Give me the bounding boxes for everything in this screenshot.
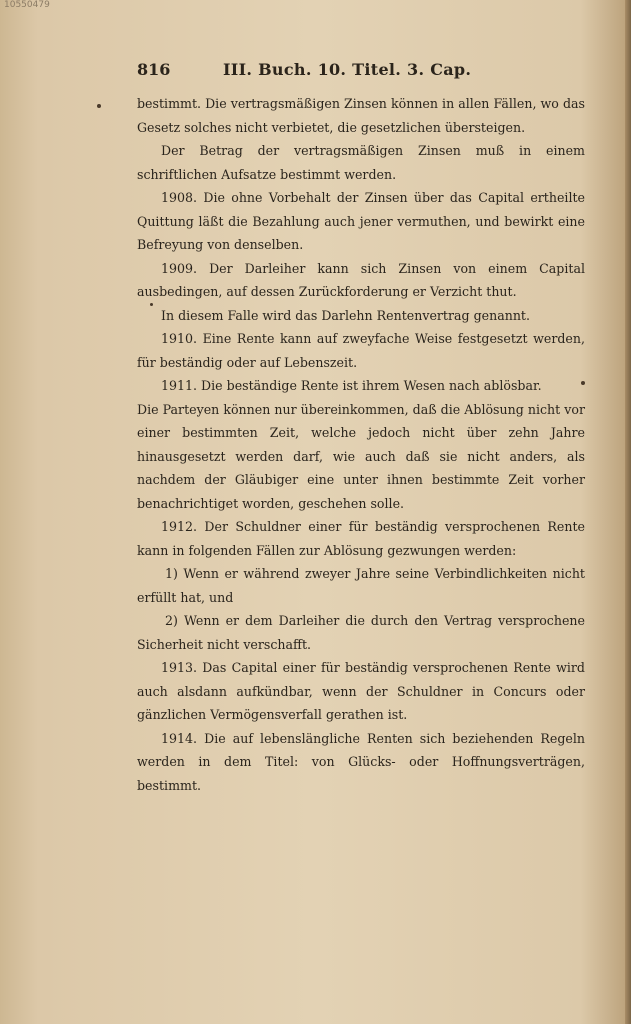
paragraph: Der Betrag der vertragsmäßigen Zinsen muß in einem schriftlichen Aufsatze bestimmt werden. [137,143,585,182]
page-number: 816 [137,60,171,79]
paragraph: 1914. Die auf lebenslängliche Renten sich beziehenden Regeln werden in dem Titel: von Glücks- oder Hoffnungsverträgen, bestimmt. [137,730,585,793]
library-stamp: 10550479 [4,0,50,10]
paragraph: 1) Wenn er während zweyer Jahre seine Verbindlichkeiten nicht erfüllt hat, und [137,566,585,605]
running-title: III. Buch. 10. Titel. 3. Cap. [223,60,472,79]
page-header [137,60,597,86]
paragraph: 1909. Der Darleiher kann sich Zinsen von einem Capital ausbedingen, auf dessen Zurückforderung er Verzicht thut. [137,260,585,299]
ink-spot [97,104,101,108]
ink-spot [150,303,153,306]
paragraph: 1910. Eine Rente kann auf zweyfache Weise festgesetzt werden, für beständig oder auf Lebenszeit. [137,331,585,370]
body-text [137,92,585,797]
paragraph: 1913. Das Capital einer für beständig versprochenen Rente wird auch alsdann aufkündbar, wenn der Schuldner in Concurs oder gänzlichen Vermögensverfall gerathen ist. [137,660,585,722]
page-edge [625,0,631,1024]
paragraph: bestimmt. Die vertragsmäßigen Zinsen können in allen Fällen, wo das Gesetz solches nicht verbietet, die gesetzlichen übersteigen. [137,96,585,135]
paragraph: 1912. Der Schuldner einer für beständig versprochenen Rente kann in folgenden Fällen zur Ablösung gezwungen werden: [137,519,585,558]
paragraph: 2) Wenn er dem Darleiher die durch den Vertrag versprochene Sicherheit nicht verschafft. [137,613,585,652]
paragraph: In diesem Falle wird das Darlehn Rentenvertrag genannt. [161,307,530,323]
paragraph: 1908. Die ohne Vorbehalt der Zinsen über das Capital ertheilte Quittung läßt die Bezahlung auch jener vermuthen, und bewirkt eine Befreyung von denselben. [137,190,585,252]
paragraph: Die Parteyen können nur übereinkommen, daß die Ablösung nicht vor einer bestimmten Zeit, welche jedoch nicht über zehn Jahre hinausgesetzt werden darf, wie auch daß sie nicht anders, als nachdem der Gläubiger eine unter ihnen bestimmte Zeit vorher benachrichtiget worden, geschehen solle. [137,401,585,511]
paragraph: 1911. Die beständige Rente ist ihrem Wesen nach ablösbar. [161,378,542,393]
ink-spot [581,381,585,385]
